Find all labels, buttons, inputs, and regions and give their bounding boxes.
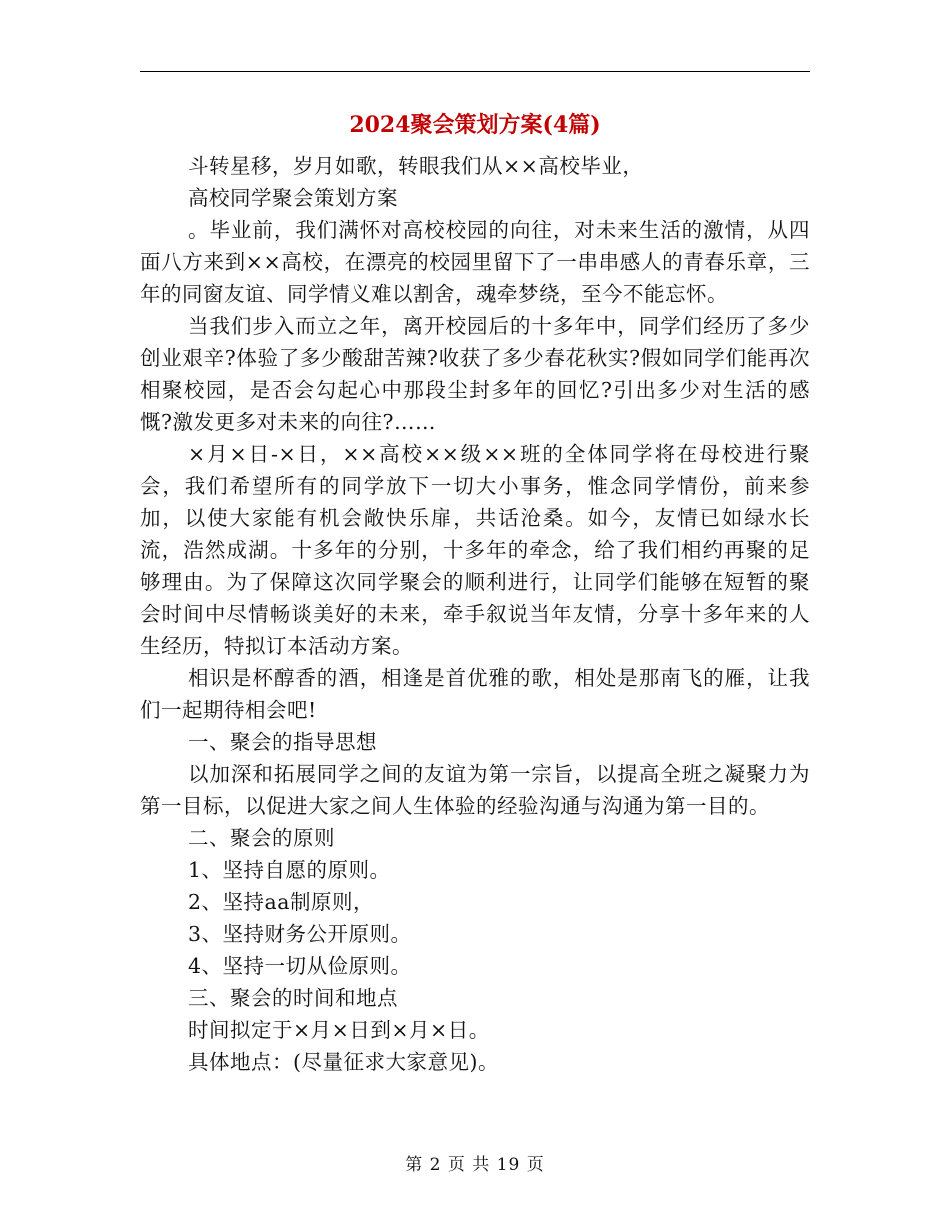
- section-heading: 一、聚会的指导思想: [188, 730, 377, 754]
- paragraph: ×月×日-×日，××高校××级××班的全体同学将在母校进行聚会，我们希望所有的同学放下一切大小事务，惟念同学情份，前来参加，以使大家能有机会敞快乐扉，共话沧桑。如今，友情已如绿水长流，浩然成湖。十多年的分别，十多年的牵念，给了我们相约再聚的足够理由。为了保障这次同学聚会的顺利进行，让同学们能够在短暂的聚会时间中尽情畅谈美好的未来，牵手叙说当年友情，分享十多年来的人生经历，特拟订本活动方案。: [140, 442, 810, 658]
- paragraph: 当我们步入而立之年，离开校园后的十多年中，同学们经历了多少创业艰辛?体验了多少酸甜苦辣?收获了多少春花秋实?假如同学们能再次相聚校园，是否会勾起心中那段尘封多年的回忆?引出多少对生活的感慨?激发更多对未来的向往?……: [140, 314, 810, 434]
- document-body: [140, 150, 810, 1078]
- list-item: 1、坚持自愿的原则。: [188, 858, 391, 882]
- paragraph: 相识是杯醇香的酒，相逢是首优雅的歌，相处是那南飞的雁，让我们一起期待相会吧!: [140, 666, 810, 722]
- header-rule: [140, 71, 810, 72]
- paragraph: 具体地点：(尽量征求大家意见)。: [188, 1050, 499, 1074]
- list-item: 4、坚持一切从俭原则。: [188, 954, 412, 978]
- page-footer: 第 2 页 共 19 页: [405, 1155, 545, 1175]
- list-item: 2、坚持aa制原则，: [188, 890, 374, 914]
- document-title: 2024聚会策划方案(4篇): [349, 112, 601, 138]
- paragraph: 。毕业前，我们满怀对高校校园的向往，对未来生活的激情，从四面八方来到××高校，在漂亮的校园里留下了一串串感人的青春乐章，三年的同窗友谊、同学情义难以割舍，魂牵梦绕，至今不能忘怀。: [140, 218, 810, 306]
- paragraph: 高校同学聚会策划方案: [188, 186, 398, 210]
- paragraph: 斗转星移，岁月如歌，转眼我们从××高校毕业，: [188, 154, 644, 178]
- list-item: 3、坚持财务公开原则。: [188, 922, 412, 946]
- paragraph: 时间拟定于×月×日到×月×日。: [188, 1018, 490, 1042]
- section-heading: 二、聚会的原则: [188, 826, 335, 850]
- section-heading: 三、聚会的时间和地点: [188, 986, 398, 1010]
- paragraph: 以加深和拓展同学之间的友谊为第一宗旨，以提高全班之凝聚力为第一目标，以促进大家之间人生体验的经验沟通与沟通为第一目的。: [140, 762, 810, 818]
